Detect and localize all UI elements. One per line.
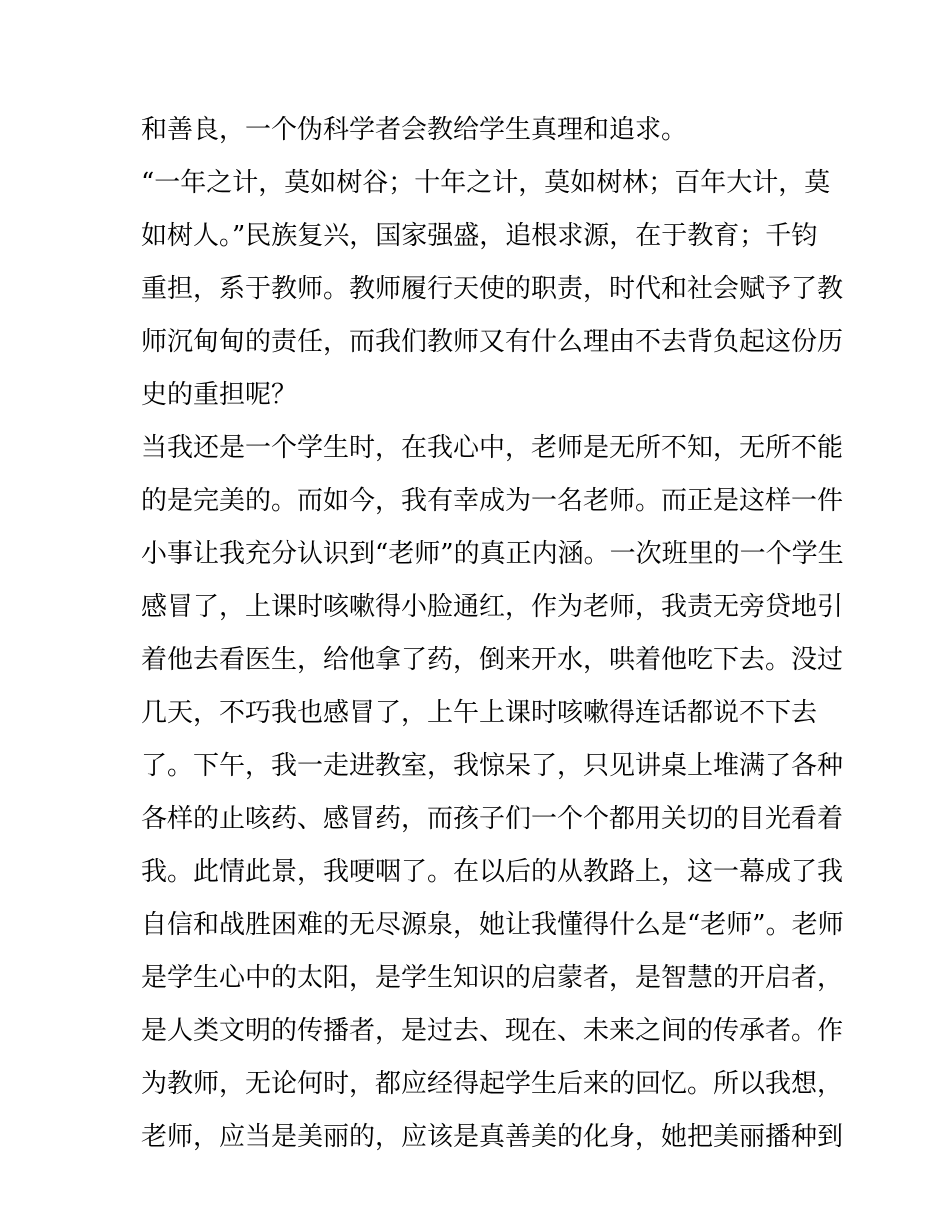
text-line: 的是完美的。而如今，我有幸成为一名老师。而正是这样一件 [141, 486, 844, 516]
text-line: 了。下午，我一走进教室，我惊呆了，只见讲桌上堆满了各种 [141, 751, 844, 781]
text-line: 着他去看医生，给他拿了药，倒来开水，哄着他吃下去。没过 [141, 645, 844, 675]
text-line: 和善良，一个伪科学者会教给学生真理和追求。 [141, 115, 688, 145]
text-line: 几天，不巧我也感冒了，上午上课时咳嗽得连话都说不下去 [141, 698, 818, 728]
text-line: 各样的止咳药、感冒药，而孩子们一个个都用关切的目光看着 [141, 804, 844, 834]
text-line: 重担，系于教师。教师履行天使的职责，时代和社会赋予了教 [141, 274, 844, 304]
text-line: 师沉甸甸的责任，而我们教师又有什么理由不去背负起这份历 [141, 327, 844, 357]
text-line: 是人类文明的传播者，是过去、现在、未来之间的传承者。作 [141, 1016, 844, 1046]
text-line: 为教师，无论何时，都应经得起学生后来的回忆。所以我想， [141, 1069, 844, 1099]
text-line: 小事让我充分认识到“老师”的真正内涵。一次班里的一个学生 [141, 539, 844, 569]
text-line: 是学生心中的太阳，是学生知识的启蒙者，是智慧的开启者， [141, 963, 844, 993]
text-line: “一年之计，莫如树谷；十年之计，莫如树林；百年大计，莫 [141, 168, 831, 198]
text-line: 感冒了，上课时咳嗽得小脸通红，作为老师，我责无旁贷地引 [141, 592, 844, 622]
text-line: 我。此情此景，我哽咽了。在以后的从教路上，这一幕成了我 [141, 857, 844, 887]
text-line: 当我还是一个学生时，在我心中，老师是无所不知，无所不能 [141, 433, 844, 463]
text-line: 自信和战胜困难的无尽源泉，她让我懂得什么是“老师”。老师 [141, 910, 844, 940]
text-line: 史的重担呢？ [141, 380, 298, 410]
body-text [141, 106, 844, 1166]
text-line: 老师，应当是美丽的，应该是真善美的化身，她把美丽播种到 [141, 1122, 844, 1152]
text-line: 如树人。”民族复兴，国家强盛，追根求源，在于教育；千钧 [141, 221, 818, 251]
